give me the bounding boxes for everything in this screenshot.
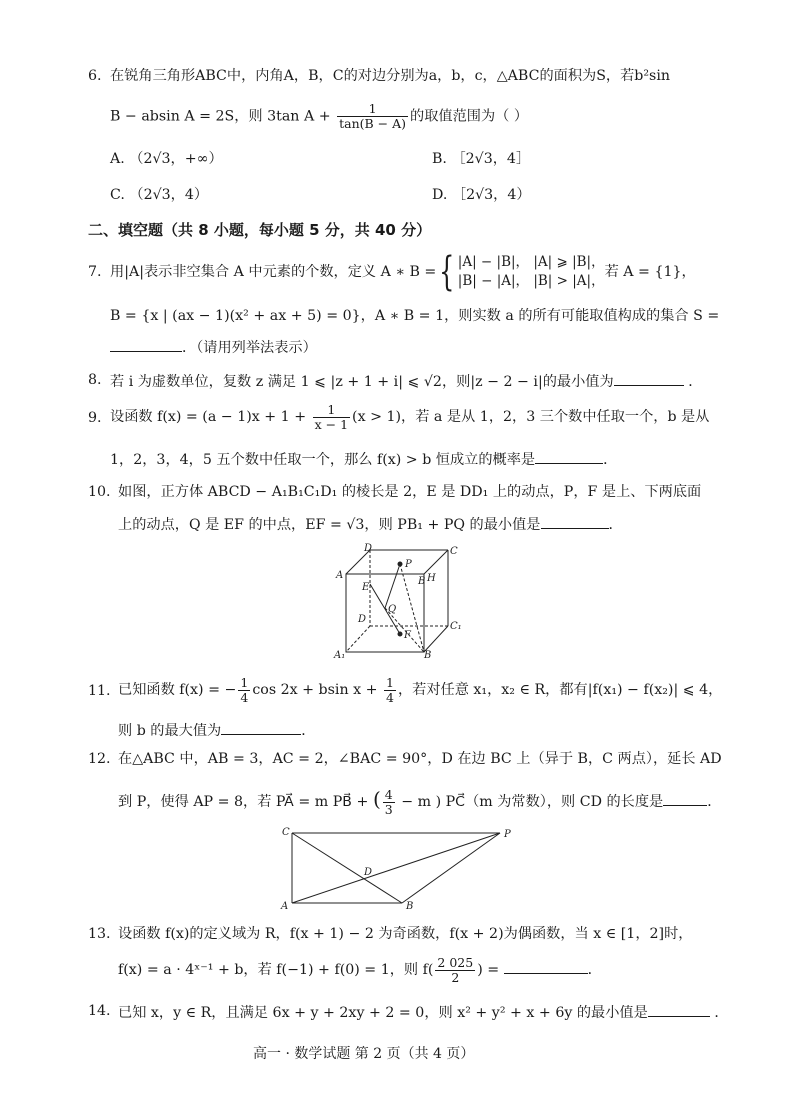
q13-end: ． bbox=[587, 962, 602, 978]
cube-bottom-right-edge bbox=[424, 626, 448, 652]
label-d: D bbox=[364, 543, 373, 554]
q7-line1 bbox=[110, 250, 696, 294]
q11-mid: cos 2x + bsin x + bbox=[252, 682, 383, 698]
label-e: E bbox=[362, 582, 370, 593]
cube-hidden-bottom-left bbox=[346, 626, 370, 652]
label-b: B bbox=[406, 901, 414, 911]
q14-answer-blank bbox=[648, 1002, 710, 1017]
q11-frac1-num: 1 bbox=[240, 674, 249, 690]
label-b1: B bbox=[424, 650, 432, 660]
q7-post: 若 A = {1}， bbox=[604, 264, 696, 280]
q9-line2-text: 1，2，3，4，5 五个数中任取一个，那么 f(x) > b 恒成立的概率是 bbox=[110, 452, 536, 468]
label-q: Q bbox=[388, 604, 397, 615]
q13-post: ) = bbox=[477, 962, 500, 978]
q11-line1 bbox=[118, 674, 722, 706]
q10-line1: 如图，正方体 ABCD − A₁B₁C₁D₁ 的棱长是 2，E 是 DD₁ 上的动点，P，F 是上、下两底面 bbox=[118, 484, 702, 500]
cube-front-face bbox=[346, 574, 424, 652]
label-p: P bbox=[405, 559, 412, 570]
q13-line2 bbox=[118, 953, 602, 987]
q6-option-b bbox=[432, 150, 530, 168]
triangle-figure bbox=[278, 825, 520, 911]
q9-answer-blank bbox=[535, 449, 603, 464]
segment-pq bbox=[385, 564, 400, 608]
q11-post: ，若对任意 x₁，x₂ ∈ R，都有|f(x₁) − f(x₂)| ⩽ 4， bbox=[397, 682, 723, 698]
q6-option-c bbox=[110, 186, 208, 204]
cube-top-right-edge bbox=[424, 550, 448, 574]
q11-number: 11. bbox=[88, 683, 111, 699]
section-heading: 二、填空题（共 8 小题，每小题 5 分，共 40 分） bbox=[88, 221, 432, 239]
q12-pre: 到 P，使得 AP = 8，若 PA⃗ = m PB⃗ + bbox=[118, 794, 373, 810]
segment-bp bbox=[402, 833, 500, 903]
q11-line2 bbox=[118, 720, 315, 740]
q6-line2-pre: B − absin A = 2S，则 3tan A + bbox=[110, 108, 336, 125]
q8-text: 若 i 为虚数单位，复数 z 满足 1 ⩽ |z + 1 + i| ⩽ √2，则|z − 2 − i|的最小值为 bbox=[110, 374, 614, 390]
label-a1: A₁ bbox=[334, 650, 346, 660]
q13-pre: f(x) = a · 4ˣ⁻¹ + b，若 f(−1) + f(0) = 1，则 f( bbox=[118, 962, 434, 978]
q7-pre: 用|A|表示非空集合 A 中元素的个数，定义 A ∗ B = bbox=[110, 264, 437, 280]
q9-pre: 设函数 f(x) = (a − 1)x + 1 + bbox=[110, 409, 311, 425]
q6-option-d bbox=[432, 186, 531, 204]
q7-answer-blank bbox=[110, 337, 182, 352]
label-a: A bbox=[336, 570, 344, 581]
q6-option-c-text: （2√3，4） bbox=[129, 187, 209, 203]
q6-frac-den: tan(B − A) bbox=[339, 116, 407, 131]
q9-end: ． bbox=[603, 452, 618, 468]
label-h: H bbox=[427, 573, 436, 584]
q6-option-d-label: D. bbox=[432, 187, 448, 203]
q7-line2: B = {x | (ax − 1)(x² + ax + 5) = 0}，A ∗ B = 1，则实数 a 的所有可能取值构成的集合 S = bbox=[110, 308, 720, 324]
q9-fraction bbox=[313, 403, 350, 432]
q6-option-b-label: B. bbox=[432, 151, 447, 167]
q6-line2 bbox=[110, 102, 528, 131]
q11-frac2 bbox=[384, 676, 396, 705]
q11-end: ． bbox=[301, 723, 316, 739]
q6-option-a-label: A. bbox=[110, 151, 125, 167]
q6-option-d-text: ［2√3，4） bbox=[451, 187, 531, 203]
q12-end: ． bbox=[707, 794, 722, 810]
q10-answer-blank bbox=[541, 514, 609, 529]
q9-frac-den: x − 1 bbox=[314, 416, 349, 432]
q9-line2 bbox=[110, 449, 617, 469]
q8-answer-blank bbox=[614, 371, 684, 386]
q9-line1 bbox=[110, 402, 709, 432]
label-c: C bbox=[282, 827, 290, 838]
q12-line1: 在△ABC 中，AB = 3，AC = 2，∠BAC = 90°，D 在边 BC 上（异于 B，C 两点），延长 AD bbox=[118, 751, 722, 767]
q12-answer-blank bbox=[663, 791, 707, 806]
q8-end: ． bbox=[688, 374, 703, 390]
q13-line1: 设函数 f(x)的定义域为 R，f(x + 1) − 2 为奇函数，f(x + 2)为偶函数，当 x ∈ [1，2]时， bbox=[118, 926, 693, 942]
q6-option-a bbox=[110, 150, 223, 168]
q13-frac-den: 2 bbox=[451, 969, 460, 985]
label-c: C bbox=[450, 546, 458, 557]
q12-lparen: ( bbox=[372, 787, 381, 811]
q12-frac-den: 3 bbox=[384, 801, 393, 817]
label-d: D bbox=[364, 867, 373, 878]
q8-number: 8. bbox=[88, 372, 102, 388]
label-b: B bbox=[418, 576, 426, 587]
q13-fraction bbox=[435, 956, 475, 985]
q7-case1: |A| − |B|， |A| ⩾ |B|， bbox=[457, 254, 605, 270]
q14-end: ． bbox=[714, 1005, 729, 1021]
q6-number: 6. bbox=[88, 68, 102, 84]
q6-line1: 在锐角三角形ABC中，内角A，B，C的对边分别为a，b，c，△ABC的面积为S，若b²sin bbox=[110, 68, 671, 84]
q10-line2 bbox=[118, 514, 623, 534]
q7-brace: { bbox=[439, 249, 455, 295]
segment-ap bbox=[292, 833, 500, 903]
q10-number: 10. bbox=[88, 484, 111, 500]
q11-pre: 已知函数 f(x) = − bbox=[118, 682, 237, 698]
label-p: P bbox=[504, 829, 511, 840]
q11-frac2-den: 4 bbox=[386, 689, 394, 705]
q7-case2: |B| − |A|， |B| > |A|， bbox=[457, 273, 605, 289]
q12-frac-num: 4 bbox=[384, 786, 393, 802]
q14-text: 已知 x，y ∈ R，且满足 6x + y + 2xy + 2 = 0，则 x² + y² + x + 6y 的最小值是 bbox=[118, 1005, 648, 1021]
q6-line2-post: 的取值范围为（ ） bbox=[410, 108, 529, 125]
page-footer: 高一 · 数学试题 第 2 页（共 4 页） bbox=[253, 1046, 475, 1062]
q9-frac-num: 1 bbox=[313, 403, 350, 418]
q12-line2 bbox=[118, 782, 721, 819]
q10-end: ． bbox=[608, 517, 623, 533]
q12-number: 12. bbox=[88, 751, 111, 767]
segment-cb bbox=[292, 833, 402, 903]
q11-frac1-den: 4 bbox=[240, 689, 249, 705]
q7-line3-text: ．（请用列举法表示） bbox=[182, 340, 317, 356]
q11-frac1 bbox=[238, 676, 250, 705]
q14-number: 14. bbox=[88, 1003, 111, 1019]
q12-fraction bbox=[383, 788, 395, 817]
q6-fraction bbox=[337, 102, 408, 131]
q11-line2-text: 则 b 的最大值为 bbox=[118, 723, 222, 739]
point-p bbox=[398, 562, 403, 567]
q9-post: (x > 1)，若 a 是从 1，2，3 三个数中任取一个，b 是从 bbox=[352, 409, 710, 425]
q8-line bbox=[110, 371, 702, 391]
q7-number: 7. bbox=[88, 264, 102, 280]
q6-option-b-text: ［2√3，4］ bbox=[451, 151, 531, 167]
q11-frac2-num: 1 bbox=[386, 674, 394, 690]
q7-line3 bbox=[110, 337, 317, 357]
point-f bbox=[398, 632, 403, 637]
label-f: F bbox=[404, 630, 411, 641]
q12-post: − m ) PC⃗（m 为常数），则 CD 的长度是 bbox=[396, 794, 664, 810]
q13-number: 13. bbox=[88, 926, 111, 942]
q14-line bbox=[118, 1002, 729, 1022]
q10-line2-text: 上的动点，Q 是 EF 的中点，EF = √3，则 PB₁ + PQ 的最小值是 bbox=[118, 517, 541, 533]
label-c1: C₁ bbox=[450, 621, 462, 632]
q13-frac-num: 2 025 bbox=[437, 954, 474, 970]
q6-option-c-label: C. bbox=[110, 187, 125, 203]
q6-option-a-text: （2√3，+∞） bbox=[129, 151, 223, 167]
cube-figure bbox=[328, 542, 468, 660]
q13-answer-blank bbox=[504, 959, 588, 974]
q9-number: 9. bbox=[88, 410, 102, 426]
label-d1: D bbox=[358, 614, 367, 625]
q7-cases bbox=[458, 253, 605, 291]
q6-frac-num: 1 bbox=[337, 102, 408, 117]
label-a: A bbox=[281, 901, 289, 911]
q11-answer-blank bbox=[221, 720, 301, 735]
